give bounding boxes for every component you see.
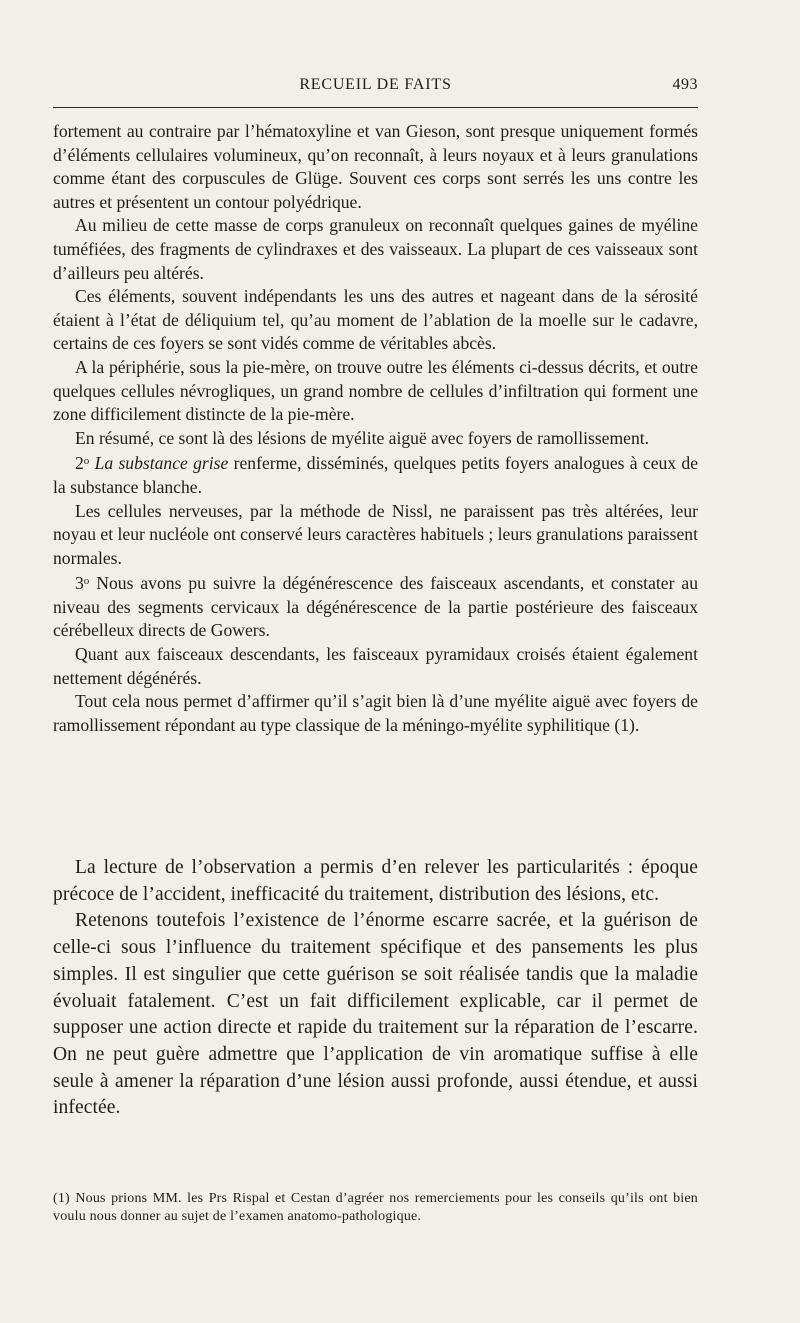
paragraph-7: Les cellules nerveuses, par la méthode de Nissl, ne paraissent pas très altérées, leur noyau et leur nucléole ont conservé leurs caractères habituels ; leurs granulations paraissent normales. — [53, 500, 698, 568]
page-number: 493 — [672, 76, 698, 93]
paragraph-6 — [53, 450, 698, 499]
paragraph-6-ordinal: o — [83, 455, 90, 468]
paragraph-5: En résumé, ce sont là des lésions de myélite aiguë avec foyers de ramollissement. — [75, 427, 650, 448]
commentary-text — [53, 855, 698, 1122]
paragraph-6-text: renferme, disséminés, quelques petits foyers analogues à ceux de la substance blanche. — [53, 453, 699, 497]
paragraph-1: fortement au contraire par l’hématoxyline et van Gieson, sont presque uniquement formés d’éléments cellulaires volumineux, qu’on reconnaît, à leurs noyaux et à leurs granulations comme étant des corpuscules de Glüge. Souvent ces corps sont serrés les uns contre les autres et présentent un contour polyédrique. — [53, 121, 698, 212]
paragraph-4: A la périphérie, sous la pie-mère, on trouve outre les éléments ci-dessus décrits, et outre quelques cellules névrogliques, un grand nombre de cellules d’infiltration qui forment une zone difficilement distincte de la pie-mère. — [53, 356, 698, 425]
running-title: RECUEIL DE FAITS — [299, 76, 452, 93]
paragraph-3: Ces éléments, souvent indépendants les uns des autres et nageant dans de la sérosité étaient à l’état de déliquium tel, qu’au moment de l’ablation de la moelle sur le cadavre, certains de ces foyers se sont vidés comme de véritables abcès. — [53, 286, 698, 354]
header-rule — [53, 107, 698, 108]
paragraph-9: Quant aux faisceaux descendants, les faisceaux pyramidaux croisés étaient également nettement dégénérés. — [53, 644, 698, 688]
footnote-text: (1) Nous prions MM. les Prs Rispal et Cestan d’agréer nos remerciements pour les conseils qu’ils ont bien voulu nous donner au sujet de l’examen anatomo-pathologique. — [53, 1191, 698, 1224]
running-header — [53, 76, 698, 98]
paragraph-6-italic: La substance grise — [94, 453, 229, 474]
paragraph-8-number: 3 — [75, 573, 84, 594]
paragraph-8 — [53, 570, 698, 643]
paragraph-10: Tout cela nous permet d’affirmer qu’il s’agit bien là d’une myélite aiguë avec foyers de ramollissement répondant au type classique de la méningo-myélite syphilitique (1). — [53, 691, 698, 735]
paragraph-6-number: 2 — [75, 453, 84, 474]
paragraph-2: Au milieu de cette masse de corps granuleux on reconnaît quelques gaines de myéline tuméfiées, des fragments de cylindraxes et des vaisseaux. La plupart de ces vaisseaux sont d’ailleurs peu altérés. — [53, 215, 698, 283]
footnote — [53, 1190, 698, 1225]
case-report-text — [53, 120, 698, 737]
commentary-paragraph-1: La lecture de l’observation a permis d’en relever les particularités : époque précoce de l’accident, inefficacité du traitement, distribution des lésions, etc. — [53, 857, 698, 905]
commentary-paragraph-2: Retenons toutefois l’existence de l’énorme escarre sacrée, et la guérison de celle-ci sous l’influence du traitement spécifique et des pansements les plus simples. Il est singulier que cette guérison se soit réalisée tandis que la maladie évoluait fatalement. C’est un fait difficilement explicable, car il permet de supposer une action directe et rapide du traitement sur la réparation de l’escarre. On ne peut guère admettre que l’application de vin aromatique suffise à elle seule à amener la réparation d’une lésion aussi profonde, aussi étendue, et aussi infectée. — [53, 910, 698, 1119]
paragraph-8-ordinal: o — [83, 575, 90, 588]
paragraph-8-text: Nous avons pu suivre la dégénérescence des faisceaux ascendants, et constater au niveau des segments cervicaux la dégénérescence de la partie postérieure des faisceaux cérébelleux directs de Gowers. — [53, 573, 698, 641]
